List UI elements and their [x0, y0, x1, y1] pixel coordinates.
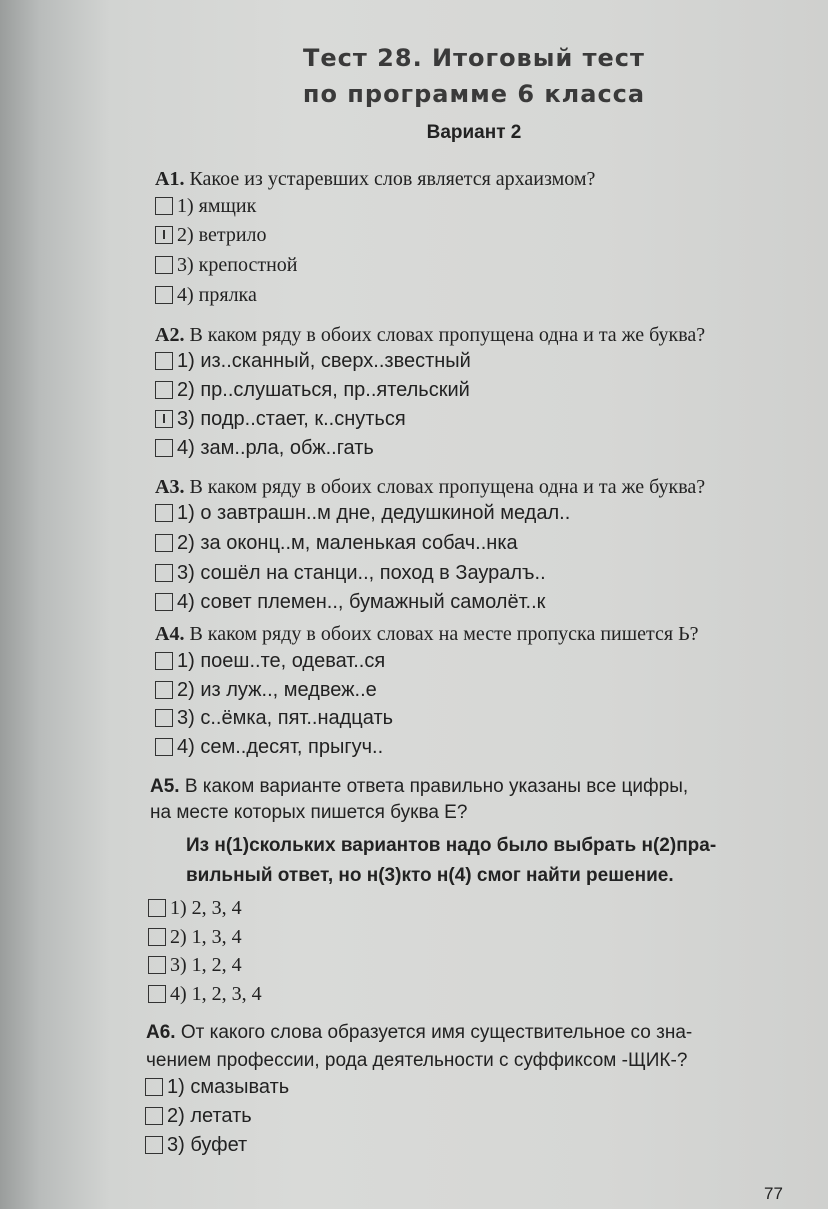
option-a6-1[interactable] [145, 1075, 289, 1099]
option-label: 4) совет племен.., бумажный самолёт..к [177, 591, 546, 613]
question-text-line1: В каком варианте ответа правильно указаны все цифры, [184, 776, 689, 797]
checkbox[interactable] [155, 286, 173, 304]
checkbox[interactable] [155, 681, 173, 699]
checkbox[interactable] [145, 1107, 163, 1125]
test-title: Тест 28. Итоговый тест [303, 44, 645, 72]
checkbox[interactable] [155, 439, 173, 457]
question-number: А2. [155, 324, 185, 346]
option-a2-1[interactable] [155, 349, 471, 373]
option-a4-2[interactable] [155, 678, 377, 702]
option-label: 3) крепостной [177, 254, 298, 276]
option-a3-2[interactable] [155, 531, 518, 555]
question-number: А1. [155, 168, 185, 190]
checkbox[interactable] [155, 564, 173, 582]
question-a3 [155, 474, 705, 500]
option-label: 2) за оконц..м, маленькая собач..нка [177, 532, 518, 554]
task-sentence-line1: Из н(1)скольких вариантов надо было выбрать н(2)пра- [186, 835, 717, 856]
option-label: 4) 1, 2, 3, 4 [170, 983, 262, 1005]
checkbox[interactable] [155, 504, 173, 522]
question-a1 [155, 166, 595, 192]
option-label: 2) из луж.., медвеж..е [177, 679, 377, 701]
option-label: 3) с..ёмка, пят..надцать [177, 707, 394, 729]
checkbox[interactable] [155, 352, 173, 370]
question-text: Какое из устаревших слов является архаизмом? [189, 168, 596, 190]
option-a5-3[interactable] [148, 953, 242, 977]
question-number: А5. [150, 776, 180, 797]
checkbox-marked[interactable] [155, 410, 173, 428]
option-a5-1[interactable] [148, 896, 242, 920]
checkbox[interactable] [155, 534, 173, 552]
option-a3-4[interactable] [155, 590, 545, 614]
option-label: 4) прялка [177, 284, 257, 306]
option-a6-3[interactable] [145, 1133, 247, 1157]
option-a4-1[interactable] [155, 649, 385, 673]
question-a5-line2: на месте которых пишется буква Е? [150, 802, 468, 823]
option-label: 3) буфет [167, 1134, 248, 1156]
option-a3-3[interactable] [155, 561, 546, 585]
question-a4 [155, 621, 698, 647]
question-a5 [150, 774, 688, 800]
option-a5-2[interactable] [148, 925, 242, 949]
option-label: 2) пр..слушаться, пр..ятельский [177, 379, 470, 401]
checkbox-marked[interactable] [155, 226, 173, 244]
question-text-line1: От какого слова образуется имя существительное со зна- [180, 1022, 693, 1043]
checkbox[interactable] [155, 738, 173, 756]
option-a5-4[interactable] [148, 982, 262, 1006]
checkbox[interactable] [155, 652, 173, 670]
option-a1-2[interactable] [155, 223, 267, 247]
option-label: 3) сошёл на станци.., поход в Зауралъ.. [177, 562, 546, 584]
checkbox[interactable] [155, 197, 173, 215]
task-sentence-line2: вильный ответ, но н(3)кто н(4) смог найти решение. [186, 865, 674, 886]
option-label: 2) 1, 3, 4 [170, 926, 242, 948]
checkbox[interactable] [155, 593, 173, 611]
checkbox[interactable] [148, 985, 166, 1003]
page-number: 77 [764, 1184, 783, 1203]
option-label: 3) 1, 2, 4 [170, 954, 242, 976]
question-number: А3. [155, 476, 185, 498]
option-a2-3[interactable] [155, 407, 406, 431]
option-label: 1) о завтрашн..м дне, дедушкиной медал.. [177, 502, 571, 524]
option-a6-2[interactable] [145, 1104, 252, 1128]
option-label: 1) поеш..те, одеват..ся [177, 650, 386, 672]
question-number: А6. [146, 1022, 176, 1043]
question-a2 [155, 322, 705, 348]
option-label: 2) летать [167, 1105, 252, 1127]
option-label: 1) смазывать [167, 1076, 290, 1098]
option-a4-4[interactable] [155, 735, 383, 759]
option-a1-1[interactable] [155, 194, 256, 218]
option-label: 1) из..сканный, сверх..звестный [177, 350, 471, 372]
question-text: В каком ряду в обоих словах пропущена одна и та же буква? [189, 476, 706, 498]
checkbox[interactable] [145, 1136, 163, 1154]
option-label: 4) зам..рла, обж..гать [177, 437, 374, 459]
test-subtitle: по программе 6 класса [302, 80, 646, 108]
question-a6-line2: чением профессии, рода деятельности с суффиксом -ЩИК-? [146, 1050, 688, 1071]
question-text: В каком ряду в обоих словах пропущена одна и та же буква? [189, 324, 706, 346]
question-number: А4. [155, 623, 185, 645]
option-label: 1) ямщик [177, 195, 257, 217]
option-a4-3[interactable] [155, 706, 393, 730]
option-a1-3[interactable] [155, 253, 297, 277]
checkbox[interactable] [145, 1078, 163, 1096]
option-a3-1[interactable] [155, 501, 570, 525]
option-a2-4[interactable] [155, 436, 374, 460]
variant-heading: Вариант 2 [426, 122, 522, 143]
option-label: 1) 2, 3, 4 [170, 897, 242, 919]
option-label: 4) сем..десят, прыгуч.. [177, 736, 384, 758]
question-text: В каком ряду в обоих словах на месте пропуска пишется Ь? [189, 623, 699, 645]
checkbox[interactable] [148, 899, 166, 917]
option-label: 3) подр..стает, к..снуться [177, 408, 406, 430]
question-a6 [146, 1020, 692, 1046]
option-label: 2) ветрило [177, 224, 267, 246]
checkbox[interactable] [148, 956, 166, 974]
checkbox[interactable] [148, 928, 166, 946]
checkbox[interactable] [155, 709, 173, 727]
option-a2-2[interactable] [155, 378, 470, 402]
checkbox[interactable] [155, 381, 173, 399]
option-a1-4[interactable] [155, 283, 257, 307]
checkbox[interactable] [155, 256, 173, 274]
